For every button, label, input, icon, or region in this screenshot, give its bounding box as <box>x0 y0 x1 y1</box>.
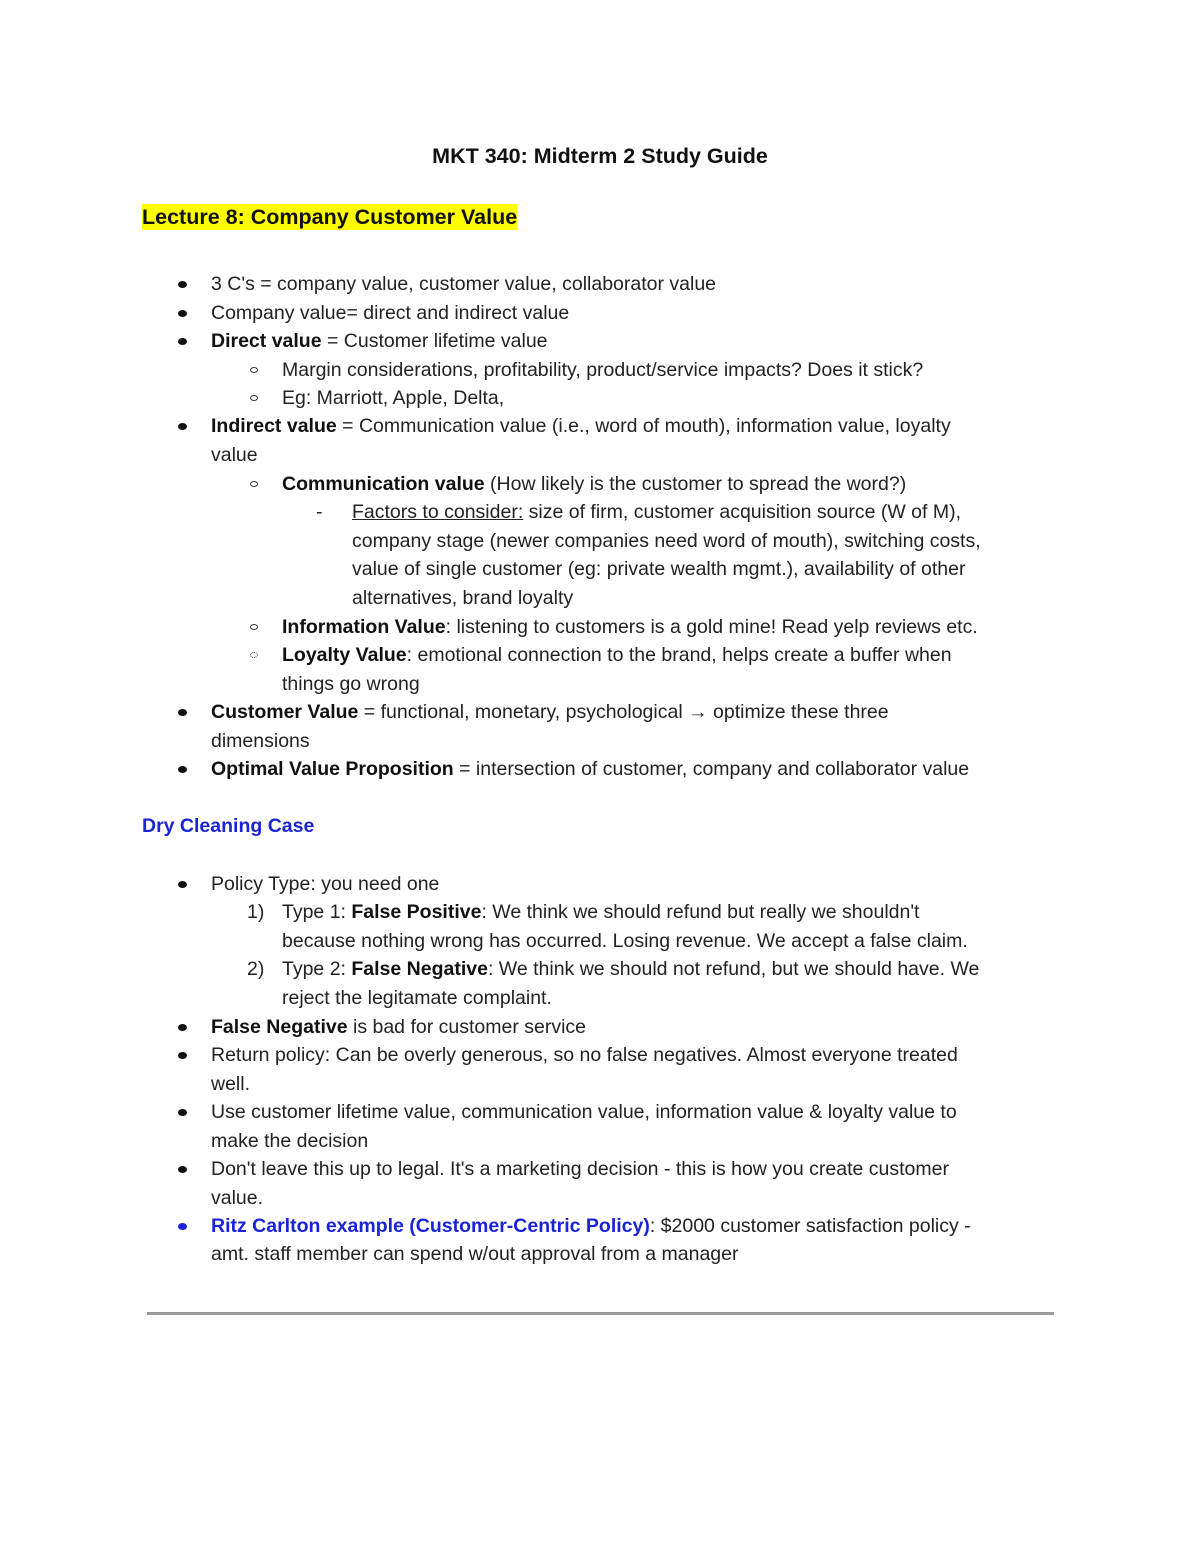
circle-bullet-icon <box>250 481 258 487</box>
list-item <box>211 1212 971 1240</box>
list-item-text: = functional, monetary, psychological → optimize these three <box>358 701 889 723</box>
list-item <box>211 698 889 726</box>
list-item-continuation: make the decision <box>211 1130 369 1152</box>
list-item-text: = intersection of customer, company and collaborator value <box>453 758 970 780</box>
term-false-positive: False Positive <box>351 901 482 923</box>
term-information-value: Information Value <box>282 616 446 638</box>
bullet-icon <box>178 1166 187 1173</box>
page-title: MKT 340: Midterm 2 Study Guide <box>432 144 768 168</box>
list-item: Company value= direct and indirect value <box>211 302 570 324</box>
sub-list-item-continuation: things go wrong <box>282 673 420 695</box>
list-item: Don't leave this up to legal. It's a marketing decision - this is how you create customer <box>211 1158 949 1180</box>
bullet-icon <box>178 766 187 773</box>
list-item: Return policy: Can be overly generous, so no false negatives. Almost everyone treated <box>211 1044 958 1066</box>
list-item-continuation: well. <box>211 1073 251 1095</box>
list-item-text: = Customer lifetime value <box>321 330 548 352</box>
case-heading: Dry Cleaning Case <box>142 815 315 837</box>
sub-sub-list-item-continuation: value of single customer (eg: private wealth mgmt.), availability of other <box>352 558 966 580</box>
list-item-continuation: value <box>211 444 258 466</box>
numbered-item-text: : We think we should not refund, but we should have. We <box>487 958 980 980</box>
numbered-item <box>282 955 979 983</box>
term-customer-value: Customer Value <box>211 701 359 723</box>
numbered-item-text: Type 1: <box>282 901 352 923</box>
sub-sub-list-item-text: size of firm, customer acquisition source (W of M), <box>523 501 962 523</box>
list-item <box>211 412 951 440</box>
list-item <box>211 755 969 783</box>
bullet-icon <box>178 709 187 716</box>
list-item: Policy Type: you need one <box>211 873 440 895</box>
sub-list-item-text: : listening to customers is a gold mine! Read yelp reviews etc. <box>445 616 978 638</box>
term-indirect-value: Indirect value <box>211 415 337 437</box>
list-item <box>211 327 548 355</box>
list-item-text: = Communication value (i.e., word of mouth), information value, loyalty <box>336 415 951 437</box>
dash-bullet: - <box>316 501 323 523</box>
sub-list-item <box>282 641 952 669</box>
numbered-item-continuation: because nothing wrong has occurred. Losing revenue. We accept a false claim. <box>282 930 968 952</box>
term-communication-value: Communication value <box>282 473 485 495</box>
list-item <box>211 1013 586 1041</box>
term-false-negative: False Negative <box>351 958 488 980</box>
list-item: 3 C's = company value, customer value, collaborator value <box>211 273 717 295</box>
term-direct-value: Direct value <box>211 330 322 352</box>
bullet-icon <box>178 423 187 430</box>
list-item: Use customer lifetime value, communication value, information value & loyalty value to <box>211 1101 957 1123</box>
sub-list-item <box>282 470 906 498</box>
ritz-carlton-example: Ritz Carlton example (Customer-Centric Policy) <box>211 1215 650 1237</box>
list-item-text: : $2000 customer satisfaction policy - <box>649 1215 971 1237</box>
lecture-heading <box>142 203 517 232</box>
sub-sub-list-item-continuation: alternatives, brand loyalty <box>352 587 574 609</box>
circle-bullet-icon <box>250 395 258 401</box>
list-item-continuation: amt. staff member can spend w/out approval from a manager <box>211 1243 739 1265</box>
list-item-continuation: value. <box>211 1187 264 1209</box>
bullet-icon <box>178 1109 187 1116</box>
term-false-negative: False Negative <box>211 1016 348 1038</box>
horizontal-rule <box>147 1312 1054 1315</box>
factors-label: Factors to consider: <box>352 501 524 523</box>
sub-list-item: Margin considerations, profitability, product/service impacts? Does it stick? <box>282 359 924 381</box>
circle-bullet-icon <box>250 624 258 630</box>
term-optimal-value-proposition: Optimal Value Proposition <box>211 758 454 780</box>
list-item-continuation: dimensions <box>211 730 310 752</box>
numbered-item-continuation: reject the legitamate complaint. <box>282 987 552 1009</box>
bullet-icon <box>178 310 187 317</box>
list-number: 2) <box>247 958 265 980</box>
lecture-heading-text: Lecture 8: Company Customer Value <box>142 205 518 229</box>
bullet-icon <box>178 1024 187 1031</box>
list-number: 1) <box>247 901 265 923</box>
numbered-item-text: Type 2: <box>282 958 352 980</box>
sub-list-item-text: (How likely is the customer to spread the word?) <box>484 473 907 495</box>
sub-sub-list-item-continuation: company stage (newer companies need word of mouth), switching costs, <box>352 530 981 552</box>
numbered-item <box>282 898 919 926</box>
numbered-item-text: : We think we should refund but really we shouldn't <box>481 901 920 923</box>
sub-list-item: Eg: Marriott, Apple, Delta, <box>282 387 505 409</box>
bullet-icon <box>178 338 187 345</box>
bullet-icon <box>178 1052 187 1059</box>
bullet-icon <box>178 881 187 888</box>
sub-list-item <box>282 613 978 641</box>
sub-list-item-text: : emotional connection to the brand, helps create a buffer when <box>406 644 952 666</box>
circle-bullet-icon <box>250 367 258 373</box>
bullet-icon <box>178 281 187 288</box>
circle-bullet-icon <box>250 652 258 658</box>
list-item-text: is bad for customer service <box>347 1016 586 1038</box>
bullet-icon <box>178 1223 187 1230</box>
term-loyalty-value: Loyalty Value <box>282 644 407 666</box>
sub-sub-list-item <box>352 498 961 526</box>
